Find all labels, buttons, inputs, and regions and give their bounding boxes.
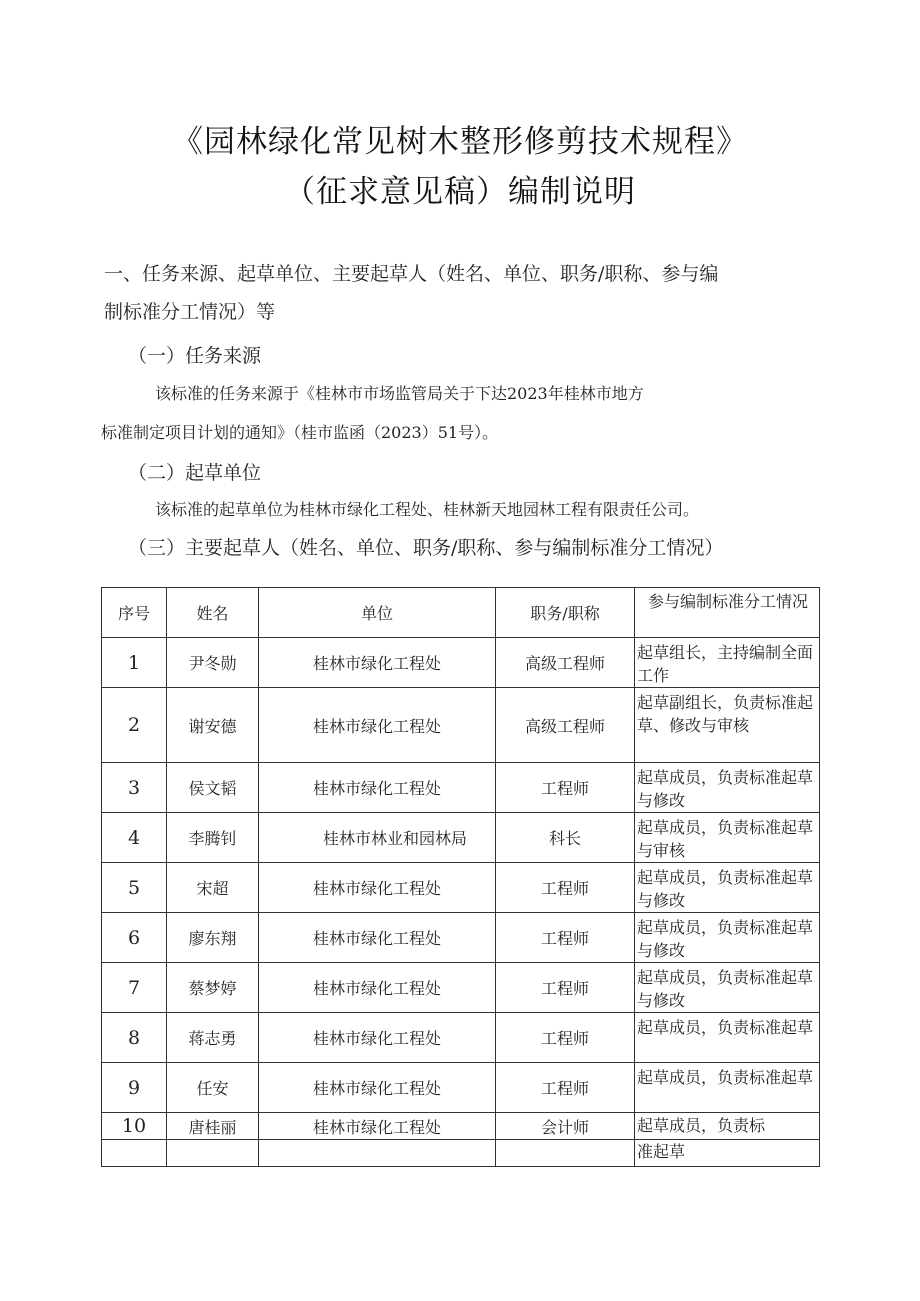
table-row <box>102 688 820 763</box>
table-row-continued <box>102 1140 820 1167</box>
cell-no: 2 <box>102 688 167 763</box>
cell-title: 工程师 <box>496 913 635 963</box>
cell-duty: 起草成员，负责标准起草 <box>635 1013 820 1063</box>
cell-name: 谢安德 <box>167 688 259 763</box>
cell-name: 蒋志勇 <box>167 1013 259 1063</box>
cell-name: 唐桂丽 <box>167 1113 259 1140</box>
cell-duty: 起草成员，负责标准起草与修改 <box>635 863 820 913</box>
cell-duty: 起草副组长，负责标准起草、修改与审核 <box>635 688 820 763</box>
task-source-text-line1: 该标准的任务来源于《桂林市市场监管局关于下达2023年桂林市地方 <box>155 384 644 403</box>
cell-title-empty <box>496 1140 635 1167</box>
cell-unit: 桂林市绿化工程处 <box>259 1113 496 1140</box>
cell-unit-empty <box>259 1140 496 1167</box>
table-row <box>102 1013 820 1063</box>
cell-duty: 起草成员，负责标 <box>635 1113 820 1140</box>
cell-no-empty <box>102 1140 167 1167</box>
cell-title: 高级工程师 <box>496 688 635 763</box>
cell-unit: 桂林市绿化工程处 <box>259 863 496 913</box>
header-no: 序号 <box>102 588 167 638</box>
task-source-text-line2: 标准制定项目计划的通知》（桂市监函（2023）51号）。 <box>101 423 499 442</box>
cell-name-empty <box>167 1140 259 1167</box>
cell-no: 6 <box>102 913 167 963</box>
subsection-drafting-unit-heading: （二）起草单位 <box>128 462 262 484</box>
cell-duty: 起草成员，负责标准起草 <box>635 1063 820 1113</box>
cell-name: 李腾钊 <box>167 813 259 863</box>
cell-title: 工程师 <box>496 963 635 1013</box>
cell-duty: 起草成员，负责标准起草与修改 <box>635 913 820 963</box>
drafters-table <box>101 587 820 1167</box>
cell-no: 7 <box>102 963 167 1013</box>
header-title: 职务/职称 <box>496 588 635 638</box>
cell-name: 宋超 <box>167 863 259 913</box>
table-row <box>102 813 820 863</box>
cell-title: 高级工程师 <box>496 638 635 688</box>
cell-no: 10 <box>102 1113 167 1140</box>
cell-name: 任安 <box>167 1063 259 1113</box>
section-heading-line1: 一、任务来源、起草单位、主要起草人（姓名、单位、职务/职称、参与编 <box>104 263 719 285</box>
cell-duty: 起草成员，负责标准起草与审核 <box>635 813 820 863</box>
cell-unit: 桂林市绿化工程处 <box>259 963 496 1013</box>
cell-title: 会计师 <box>496 1113 635 1140</box>
cell-name: 廖东翔 <box>167 913 259 963</box>
document-title-line2: （征求意见稿）编制说明 <box>284 174 636 210</box>
cell-unit: 桂林市绿化工程处 <box>259 763 496 813</box>
cell-title: 工程师 <box>496 863 635 913</box>
header-duty: 参与编制标准分工情况 <box>635 588 820 638</box>
header-unit: 单位 <box>259 588 496 638</box>
cell-title: 工程师 <box>496 763 635 813</box>
cell-title: 工程师 <box>496 1063 635 1113</box>
section-heading-line2: 制标准分工情况）等 <box>104 301 276 323</box>
header-name: 姓名 <box>167 588 259 638</box>
cell-duty-continued: 准起草 <box>635 1140 820 1167</box>
cell-no: 9 <box>102 1063 167 1113</box>
cell-title: 工程师 <box>496 1013 635 1063</box>
cell-unit: 桂林市绿化工程处 <box>259 1013 496 1063</box>
cell-no: 4 <box>102 813 167 863</box>
table-row <box>102 1113 820 1140</box>
cell-unit: 桂林市林业和园林局 <box>259 813 496 863</box>
cell-no: 1 <box>102 638 167 688</box>
cell-name: 蔡梦婷 <box>167 963 259 1013</box>
table-row <box>102 863 820 913</box>
cell-title: 科长 <box>496 813 635 863</box>
cell-no: 3 <box>102 763 167 813</box>
table-row <box>102 638 820 688</box>
drafting-unit-text: 该标准的起草单位为桂林市绿化工程处、桂林新天地园林工程有限责任公司。 <box>155 500 700 519</box>
table-row <box>102 913 820 963</box>
document-title-line1: 《园林绿化常见树木整形修剪技术规程》 <box>172 124 748 160</box>
subsection-drafters-heading: （三）主要起草人（姓名、单位、职务/职称、参与编制标准分工情况） <box>128 537 724 559</box>
subsection-task-source-heading: （一）任务来源 <box>128 345 262 367</box>
cell-unit: 桂林市绿化工程处 <box>259 1063 496 1113</box>
cell-duty: 起草组长，主持编制全面工作 <box>635 638 820 688</box>
cell-duty: 起草成员，负责标准起草与修改 <box>635 763 820 813</box>
cell-name: 侯文韬 <box>167 763 259 813</box>
table-row <box>102 963 820 1013</box>
cell-unit: 桂林市绿化工程处 <box>259 688 496 763</box>
cell-duty: 起草成员，负责标准起草与修改 <box>635 963 820 1013</box>
table-header-row <box>102 588 820 638</box>
cell-no: 8 <box>102 1013 167 1063</box>
cell-name: 尹冬勋 <box>167 638 259 688</box>
cell-no: 5 <box>102 863 167 913</box>
table-row <box>102 763 820 813</box>
cell-unit: 桂林市绿化工程处 <box>259 913 496 963</box>
cell-unit: 桂林市绿化工程处 <box>259 638 496 688</box>
table-row <box>102 1063 820 1113</box>
